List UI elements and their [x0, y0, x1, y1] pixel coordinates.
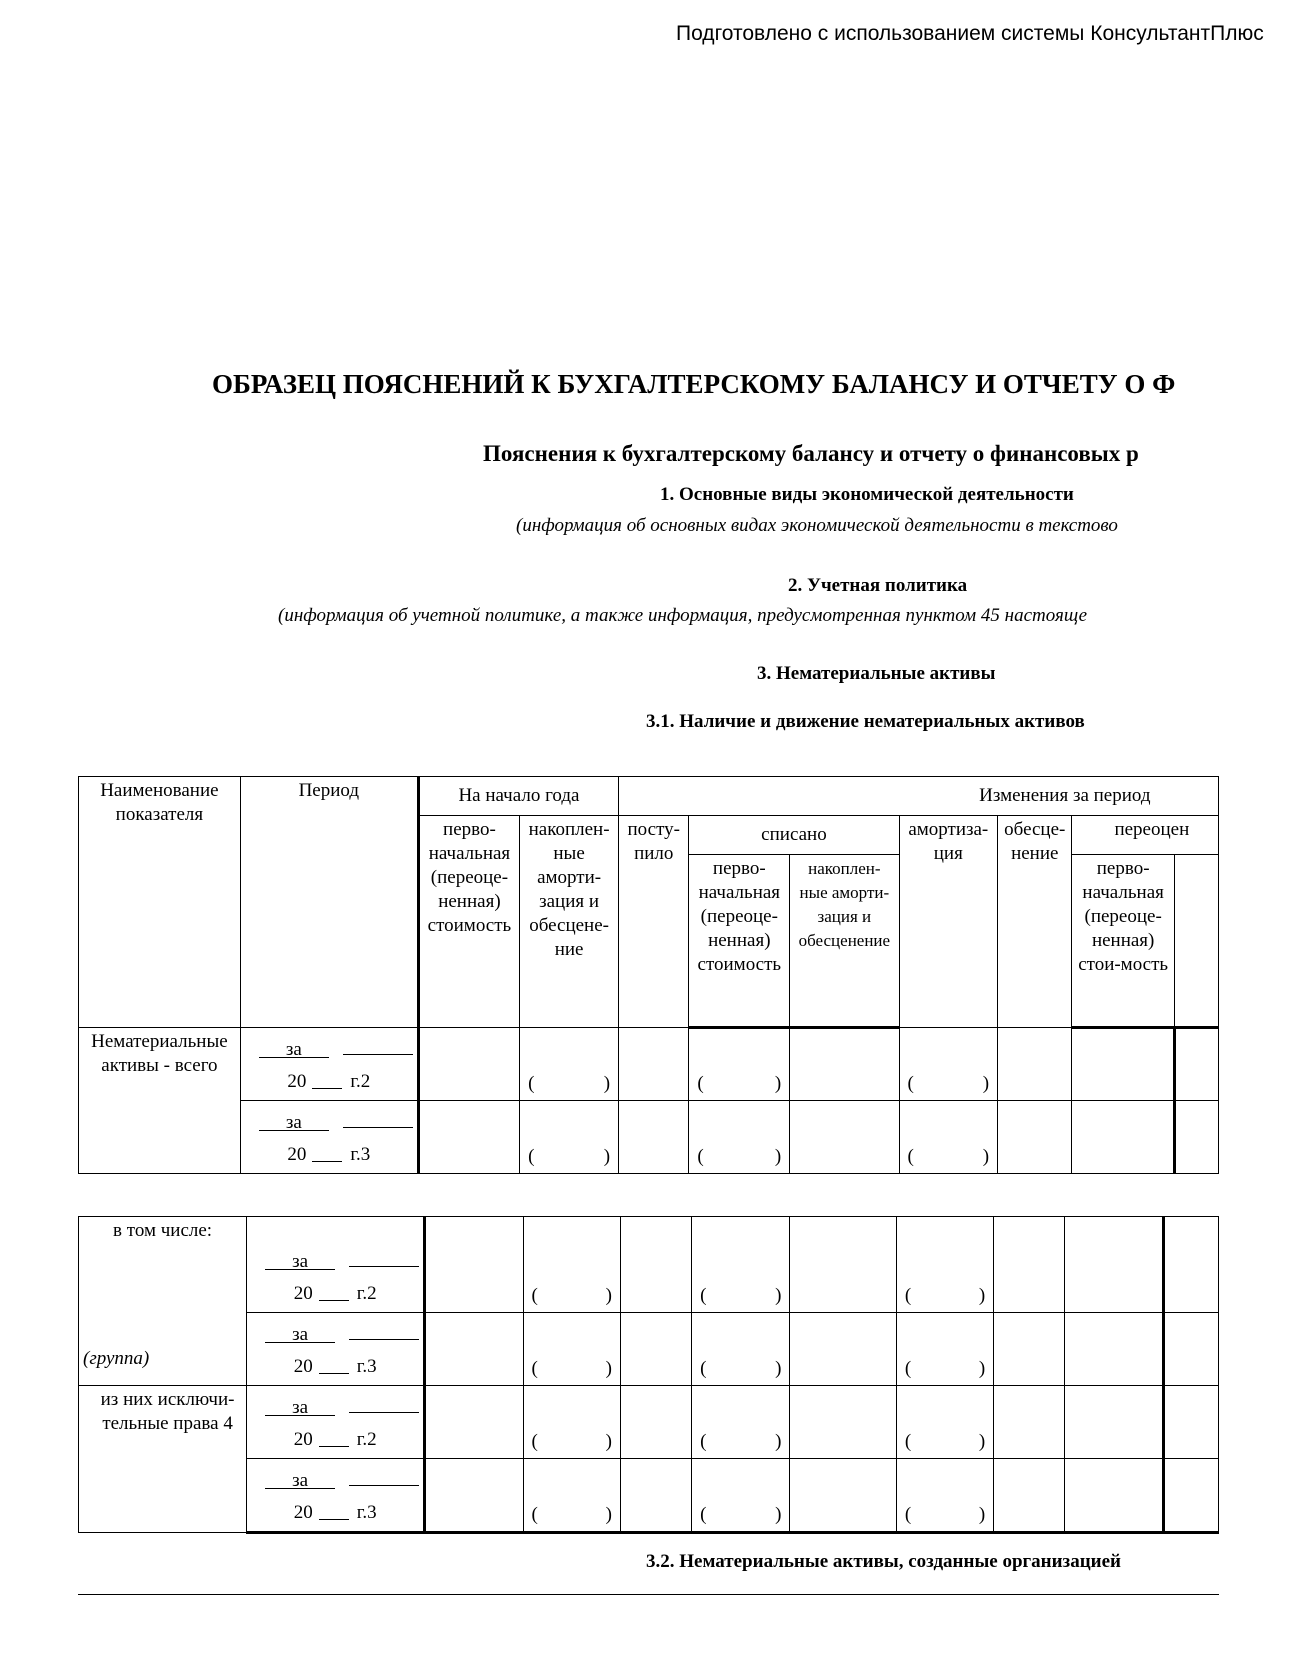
- value-cell: [1065, 1386, 1163, 1459]
- value-cell: [1163, 1386, 1218, 1459]
- written-off-header: списано: [689, 816, 899, 855]
- value-cell: [994, 1459, 1065, 1533]
- section-3-title: 3. Нематериальные активы: [757, 663, 996, 684]
- value-cell: ( ): [692, 1217, 790, 1313]
- value-cell: [620, 1217, 691, 1313]
- row-label-exclusive-rights: из них исключи-тельные права 4: [79, 1386, 247, 1533]
- value-cell: ( ): [896, 1386, 993, 1459]
- value-cell: ( ): [896, 1459, 993, 1533]
- value-cell: [1065, 1459, 1163, 1533]
- value-cell: [620, 1386, 691, 1459]
- value-cell: ( ): [689, 1101, 790, 1174]
- document-title: ОБРАЗЕЦ ПОЯСНЕНИЙ К БУХГАЛТЕРСКОМУ БАЛАНСУ И ОТЧЕТУ О Ф: [212, 369, 1176, 399]
- row-label-group: (группа): [83, 1348, 150, 1369]
- section-3-1-title: 3.1. Наличие и движение нематериальных активов: [646, 711, 1085, 732]
- value-cell: [790, 1101, 899, 1174]
- period-cell: за 20 г.3: [247, 1313, 425, 1386]
- document-subtitle: Пояснения к бухгалтерскому балансу и отчету о финансовых р: [483, 441, 1139, 466]
- row-label-total: Нематериальные активы - всего: [79, 1028, 241, 1174]
- start-amortization-header: накоплен-ные аморти-зация и обесцене-ние: [520, 816, 619, 1028]
- value-cell: [1072, 1028, 1174, 1101]
- value-cell: [998, 1028, 1072, 1101]
- value-cell: ( ): [689, 1028, 790, 1101]
- section-2-note: (информация об учетной политике, а также информация, предусмотренная пунктом 45 настояще: [278, 605, 1088, 626]
- revaluation-initial-header: перво-начальная (переоце-ненная) стои-мость: [1072, 855, 1174, 1028]
- revaluation-extra-header: [1174, 855, 1218, 1028]
- value-cell: ( ): [896, 1217, 993, 1313]
- value-cell: [790, 1386, 896, 1459]
- value-cell: ( ): [523, 1313, 620, 1386]
- header-note: Подготовлено с использованием системы КонсультантПлюс: [676, 22, 1264, 45]
- row-label-including: в том числе: (группа): [79, 1217, 247, 1386]
- written-off-initial-header: перво-начальная (переоце-ненная) стоимость: [689, 855, 790, 1028]
- start-initial-cost-header: перво-начальная (переоце-ненная) стоимость: [418, 816, 519, 1028]
- value-cell: ( ): [692, 1459, 790, 1533]
- value-cell: [425, 1313, 523, 1386]
- value-cell: [994, 1217, 1065, 1313]
- table-row: [79, 1313, 1219, 1386]
- section-3-2-title: 3.2. Нематериальные активы, созданные организацией: [646, 1551, 1121, 1572]
- intangible-assets-breakdown-table: [78, 1216, 1219, 1534]
- value-cell: [418, 1101, 519, 1174]
- written-off-amortization-header: накоплен-ные аморти-зация и обесценение: [790, 855, 899, 1028]
- value-cell: [1065, 1313, 1163, 1386]
- value-cell: [1163, 1459, 1218, 1533]
- period-cell: за 20 г.3: [240, 1101, 418, 1174]
- value-cell: [790, 1028, 899, 1101]
- value-cell: [1174, 1028, 1218, 1101]
- value-cell: ( ): [523, 1217, 620, 1313]
- value-cell: ( ): [520, 1101, 619, 1174]
- value-cell: ( ): [899, 1028, 998, 1101]
- value-cell: ( ): [520, 1028, 619, 1101]
- period-cell: за 20 г.2: [247, 1386, 425, 1459]
- table-row: [79, 1028, 1219, 1101]
- value-cell: ( ): [523, 1459, 620, 1533]
- value-cell: [1065, 1217, 1163, 1313]
- table-row: [79, 1217, 1219, 1313]
- group-changes-header: Изменения за период: [619, 777, 1219, 816]
- period-cell: за 20 г.2: [247, 1217, 425, 1313]
- value-cell: ( ): [692, 1313, 790, 1386]
- value-cell: [998, 1101, 1072, 1174]
- value-cell: [1163, 1217, 1218, 1313]
- section-1-title: 1. Основные виды экономической деятельности: [660, 484, 1074, 505]
- value-cell: [620, 1313, 691, 1386]
- period-cell: за 20 г.3: [247, 1459, 425, 1533]
- value-cell: [425, 1459, 523, 1533]
- value-cell: [425, 1217, 523, 1313]
- value-cell: [1072, 1101, 1174, 1174]
- section-2-title: 2. Учетная политика: [788, 575, 968, 596]
- value-cell: [619, 1028, 689, 1101]
- value-cell: [994, 1313, 1065, 1386]
- value-cell: ( ): [692, 1386, 790, 1459]
- received-header: посту-пило: [619, 816, 689, 1028]
- impairment-header: обесце-нение: [998, 816, 1072, 1028]
- value-cell: ( ): [523, 1386, 620, 1459]
- value-cell: ( ): [896, 1313, 993, 1386]
- table-row: [79, 1101, 1219, 1174]
- period-cell: за 20 г.2: [240, 1028, 418, 1101]
- value-cell: [425, 1386, 523, 1459]
- table-row: [79, 1459, 1219, 1533]
- table-row: [79, 1386, 1219, 1459]
- col-name-header: Наименование показателя: [79, 777, 241, 1028]
- value-cell: [620, 1459, 691, 1533]
- value-cell: [790, 1217, 896, 1313]
- value-cell: [790, 1313, 896, 1386]
- revaluation-header: переоцен: [1072, 816, 1219, 855]
- value-cell: [790, 1459, 896, 1533]
- col-period-header: Период: [240, 777, 418, 1028]
- section-1-note: (информация об основных видах экономической деятельности в текстово: [516, 515, 1118, 536]
- group-start-header: На начало года: [418, 777, 618, 816]
- value-cell: [994, 1386, 1065, 1459]
- amortization-header: амортиза-ция: [899, 816, 998, 1028]
- intangible-assets-table: [78, 776, 1219, 1174]
- table-top-rule: [78, 1594, 1219, 1595]
- value-cell: [1163, 1313, 1218, 1386]
- value-cell: [418, 1028, 519, 1101]
- value-cell: [619, 1101, 689, 1174]
- value-cell: [1174, 1101, 1218, 1174]
- value-cell: ( ): [899, 1101, 998, 1174]
